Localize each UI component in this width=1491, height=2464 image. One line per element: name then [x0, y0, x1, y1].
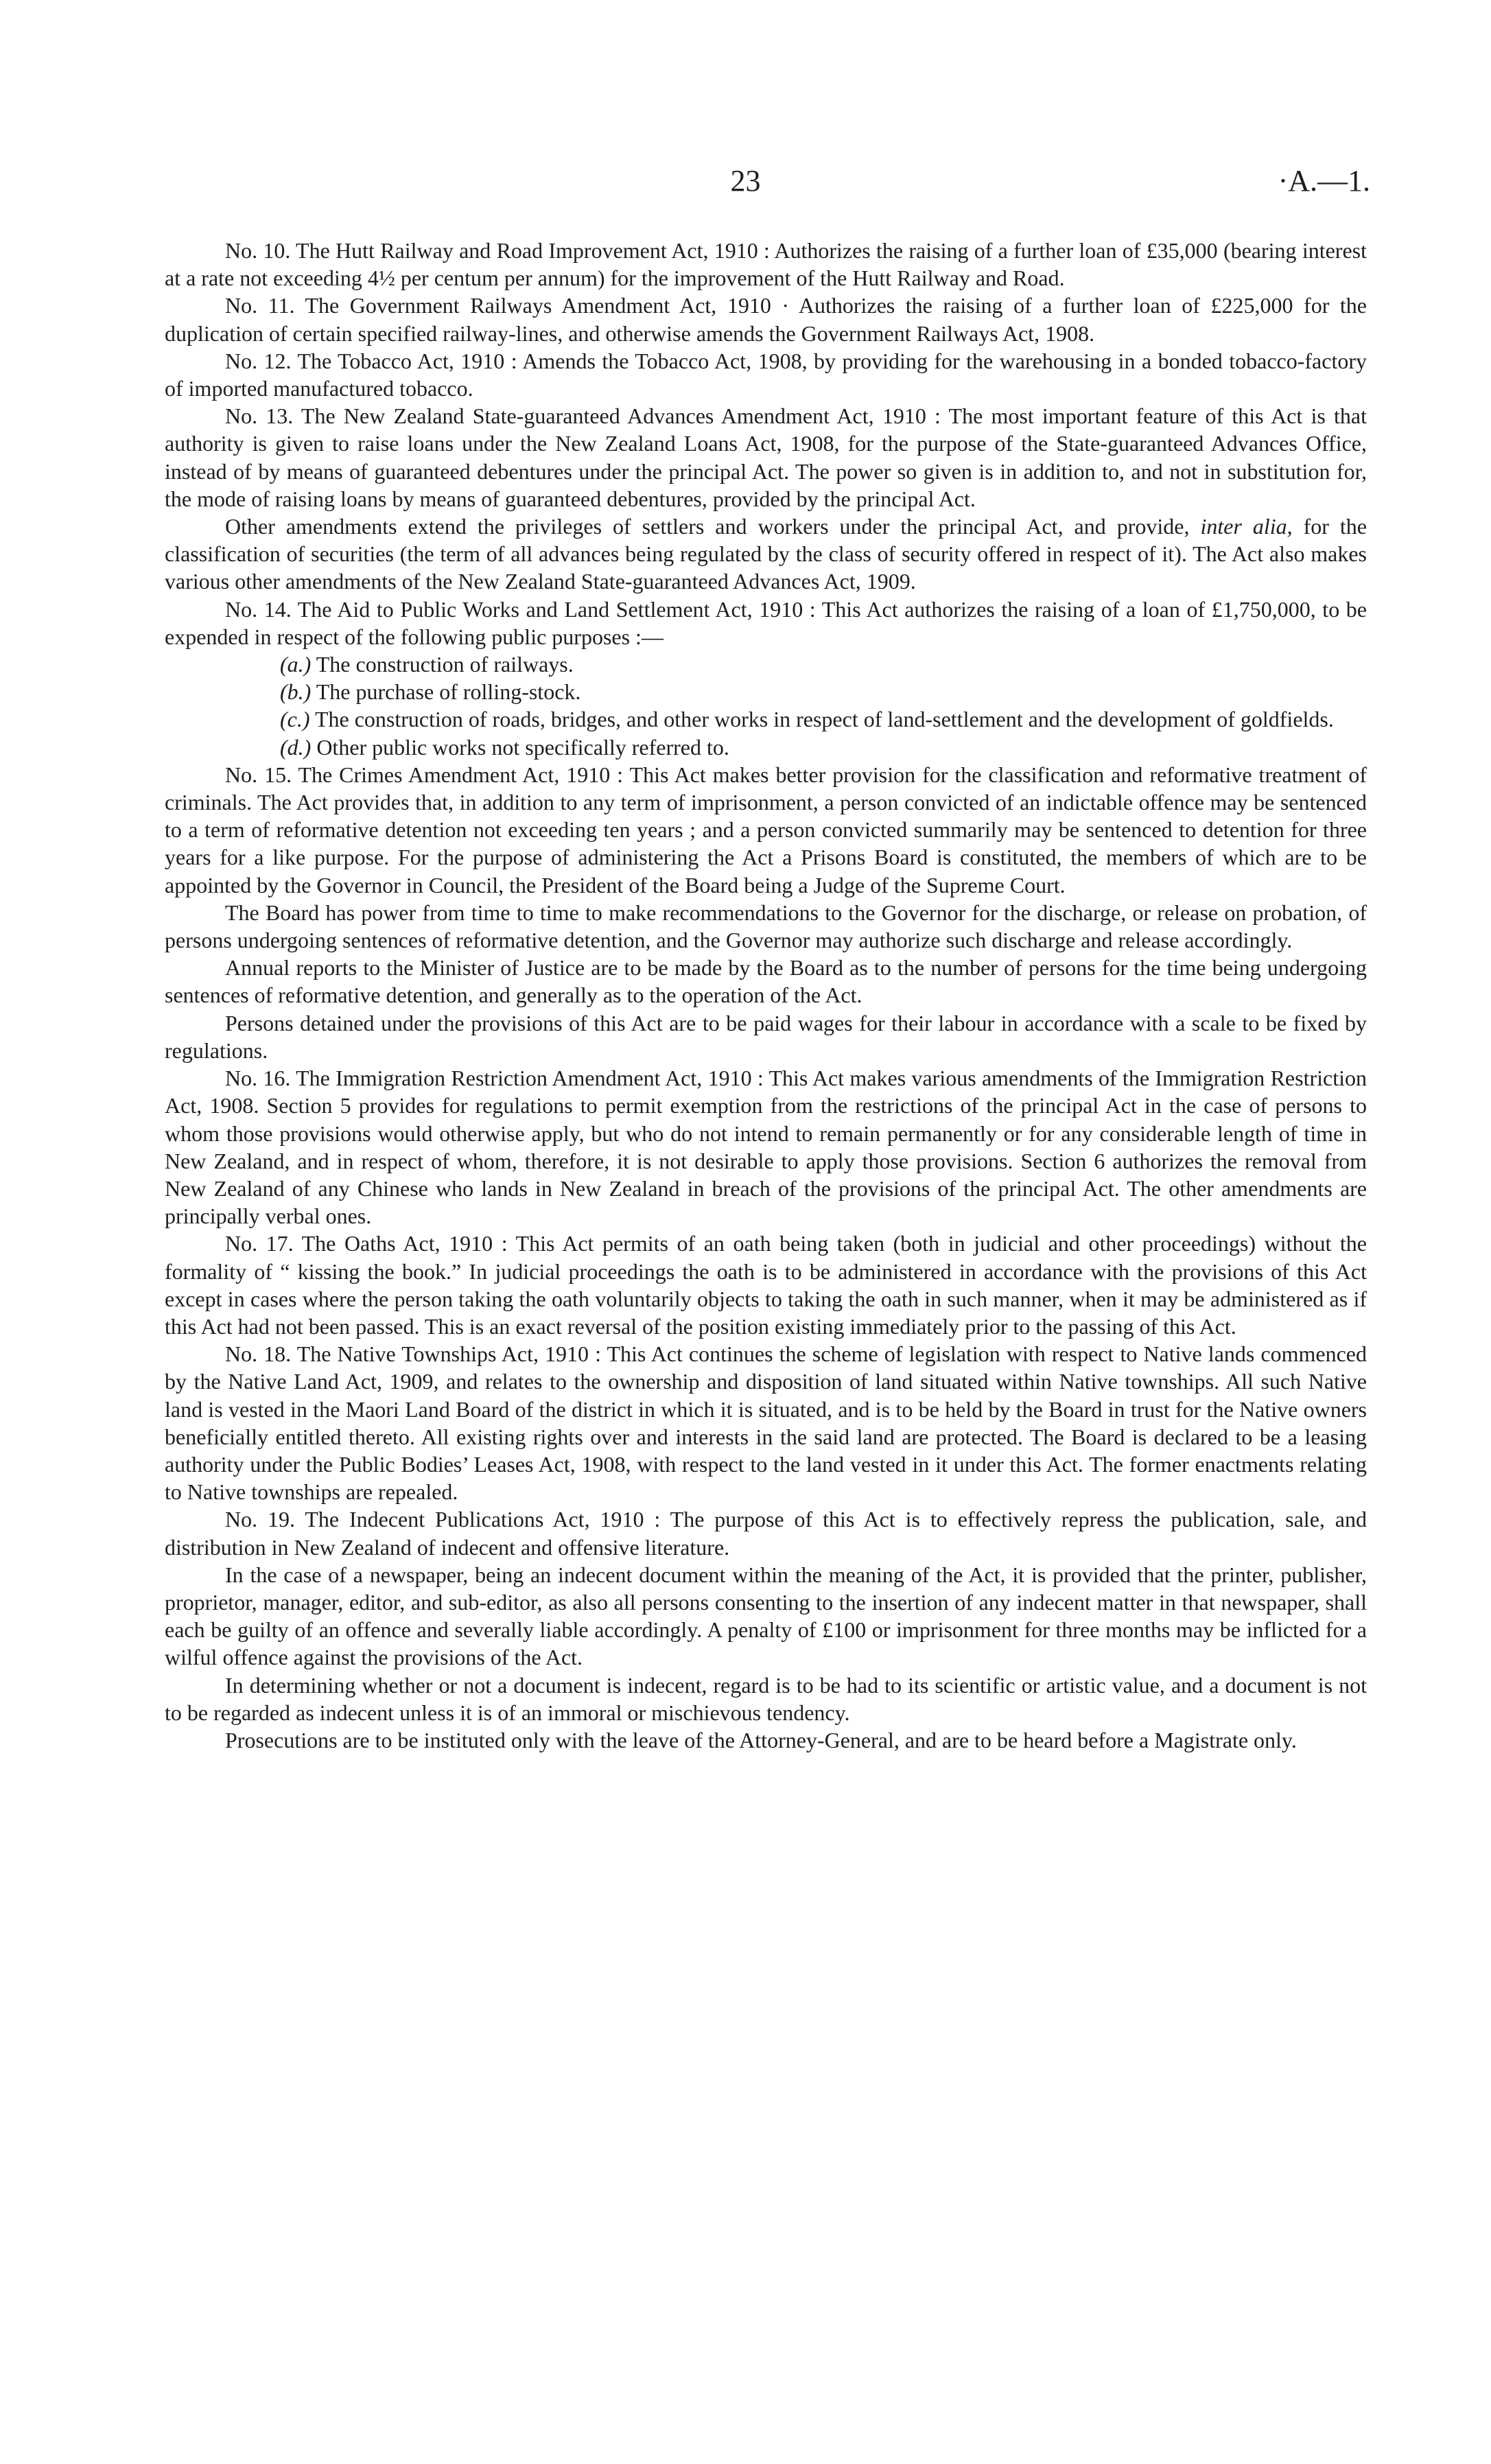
paragraph-act-15-board: The Board has power from time to time to make recommendations to the Governor for the discharge, or release on probation, of persons undergoing sentences of reformative detention, and the Governor may authorize such discharge and release accordingly. [165, 900, 1367, 953]
list-item-text: The construction of railways. [316, 652, 574, 677]
list-item-label: (c.) [280, 707, 310, 732]
paragraph-act-11: No. 11. The Government Railways Amendment Act, 1910 · Authorizes the raising of a further loan of £225,000 for the duplication of certain specified railway-lines, and otherwise amends the Government Railways Act, 1908. [165, 293, 1367, 346]
list-item [165, 705, 1367, 733]
list-item-label: (d.) [280, 734, 312, 760]
paragraph-act-19-prosecutions: Prosecutions are to be instituted only with the leave of the Attorney-General, and are to be heard before a Magistrate only. [225, 1727, 1297, 1752]
paragraph-act-14: No. 14. The Aid to Public Works and Land Settlement Act, 1910 : This Act authorizes the raising of a loan of £1,750,000, to be expended in respect of the following public purposes :— [165, 596, 1367, 649]
list-item [165, 734, 1367, 761]
page-number: 23 [730, 164, 761, 198]
public-purposes-list [165, 650, 1367, 761]
list-item-text: The construction of roads, bridges, and other works in respect of land-settlement and the development of goldfields. [314, 707, 1334, 732]
paragraph-act-15-wages: Persons detained under the provisions of this Act are to be paid wages for their labour in accordance with a scale to be fixed by regulations. [165, 1010, 1367, 1063]
paragraph-act-17: No. 17. The Oaths Act, 1910 : This Act permits of an oath being taken (both in judicial and other proceedings) without the formality of “ kissing the book.” In judicial proceedings the oath is to be administered in accordance with the provisions of this Act except in cases where the person taking the oath voluntarily objects to taking the oath in such manner, when it may be administered as if this Act had not been passed. This is an exact reversal of the position existing immediately prior to the passing of this Act. [165, 1231, 1367, 1339]
paragraph-act-15: No. 15. The Crimes Amendment Act, 1910 : This Act makes better provision for the classification and reformative treatment of criminals. The Act provides that, in addition to any term of imprisonment, a person convicted of an indictable offence may be sentenced to a term of reformative detention not exceeding ten years ; and a person convicted summarily may be sentenced to detention for three years for a like purpose. For the purpose of administering the Act a Prisons Board is constituted, the members of which are to be appointed by the Governor in Council, the President of the Board being a Judge of the Supreme Court. [165, 762, 1367, 897]
page-reference: ·A.—1. [1278, 164, 1370, 198]
italic-phrase: inter alia, [1200, 514, 1293, 539]
paragraph-act-13: No. 13. The New Zealand State-guaranteed Advances Amendment Act, 1910 : The most important feature of this Act is that authority is given to raise loans under the New Zealand Loans Act, 1908, for the purpose of the State-guaranteed Advances Office, instead of by means of guaranteed debentures under the principal Act. The power so given is in addition to, and not in substitution for, the mode of raising loans by means of guaranteed debentures, provided by the principal Act. [165, 403, 1367, 511]
list-item-text: The purchase of rolling-stock. [316, 679, 581, 705]
list-item-label: (b.) [280, 679, 312, 705]
paragraph-act-13-amendments [165, 513, 1367, 596]
paragraph-act-12: No. 12. The Tobacco Act, 1910 : Amends the Tobacco Act, 1908, by providing for the warehousing in a bonded tobacco-factory of imported manufactured tobacco. [165, 348, 1367, 401]
paragraph-text: Other amendments extend the privileges of settlers and workers under the principal Act, and provide, [225, 514, 1201, 539]
paragraph-act-16: No. 16. The Immigration Restriction Amendment Act, 1910 : This Act makes various amendments of the Immigration Restriction Act, 1908. Section 5 provides for regulations to permit exemption from the restrictions of the principal Act in the case of persons to whom those provisions would otherwise apply, but who do not intend to remain permanently or for any considerable length of time in New Zealand, and in respect of whom, therefore, it is not desirable to apply those provisions. Section 6 authorizes the removal from New Zealand of any Chinese who lands in New Zealand in breach of the provisions of the principal Act. The other amendments are principally verbal ones. [165, 1066, 1367, 1229]
list-item [165, 650, 1367, 678]
list-item-text: Other public works not specifically referred to. [316, 734, 729, 760]
paragraph-act-19-newspaper: In the case of a newspaper, being an indecent document within the meaning of the Act, it is provided that the printer, publisher, proprietor, manager, editor, and sub-editor, as also all persons consenting to the insertion of any indecent matter in that newspaper, shall each be guilty of an offence and severally liable accordingly. A penalty of £100 or imprisonment for three months may be inflicted for a wilful offence against the provisions of the Act. [165, 1562, 1367, 1670]
paragraph-act-10: No. 10. The Hutt Railway and Road Improvement Act, 1910 : Authorizes the raising of a further loan of £35,000 (bearing interest at a rate not exceeding 4½ per centum per annum) for the improvement of the Hutt Railway and Road. [165, 238, 1367, 291]
paragraph-act-18: No. 18. The Native Townships Act, 1910 : This Act continues the scheme of legislation with respect to Native lands commenced by the Native Land Act, 1909, and relates to the ownership and disposition of land situated within Native townships. All such Native land is vested in the Maori Land Board of the district in which it is situated, and is to be held by the Board in trust for the Native owners beneficially entitled thereto. All existing rights over and interests in the said land are protected. The Board is declared to be a leasing authority under the Public Bodies’ Leases Act, 1908, with respect to the land vested in it under this Act. The former enactments relating to Native townships are repealed. [165, 1341, 1367, 1505]
document-body [165, 237, 1367, 1754]
paragraph-text: for the classification of securities (the term of all advances being regulated by the class of security offered in respect of it). The Act also makes various other amendments of the New Zealand State-guaranteed Advances Act, 1909. [165, 514, 1367, 594]
list-item-label: (a.) [280, 652, 312, 677]
paragraph-act-19: No. 19. The Indecent Publications Act, 1910 : The purpose of this Act is to effectively repress the publication, sale, and distribution in New Zealand of indecent and offensive literature. [165, 1507, 1367, 1560]
paragraph-act-19-determining: In determining whether or not a document is indecent, regard is to be had to its scientific or artistic value, and a document is not to be regarded as indecent unless it is of an immoral or mischievous tendency. [165, 1672, 1367, 1725]
list-item [165, 678, 1367, 705]
paragraph-act-15-reports: Annual reports to the Minister of Justice are to be made by the Board as to the number of persons for the time being undergoing sentences of reformative detention, and generally as to the operation of the Act. [165, 955, 1367, 1008]
